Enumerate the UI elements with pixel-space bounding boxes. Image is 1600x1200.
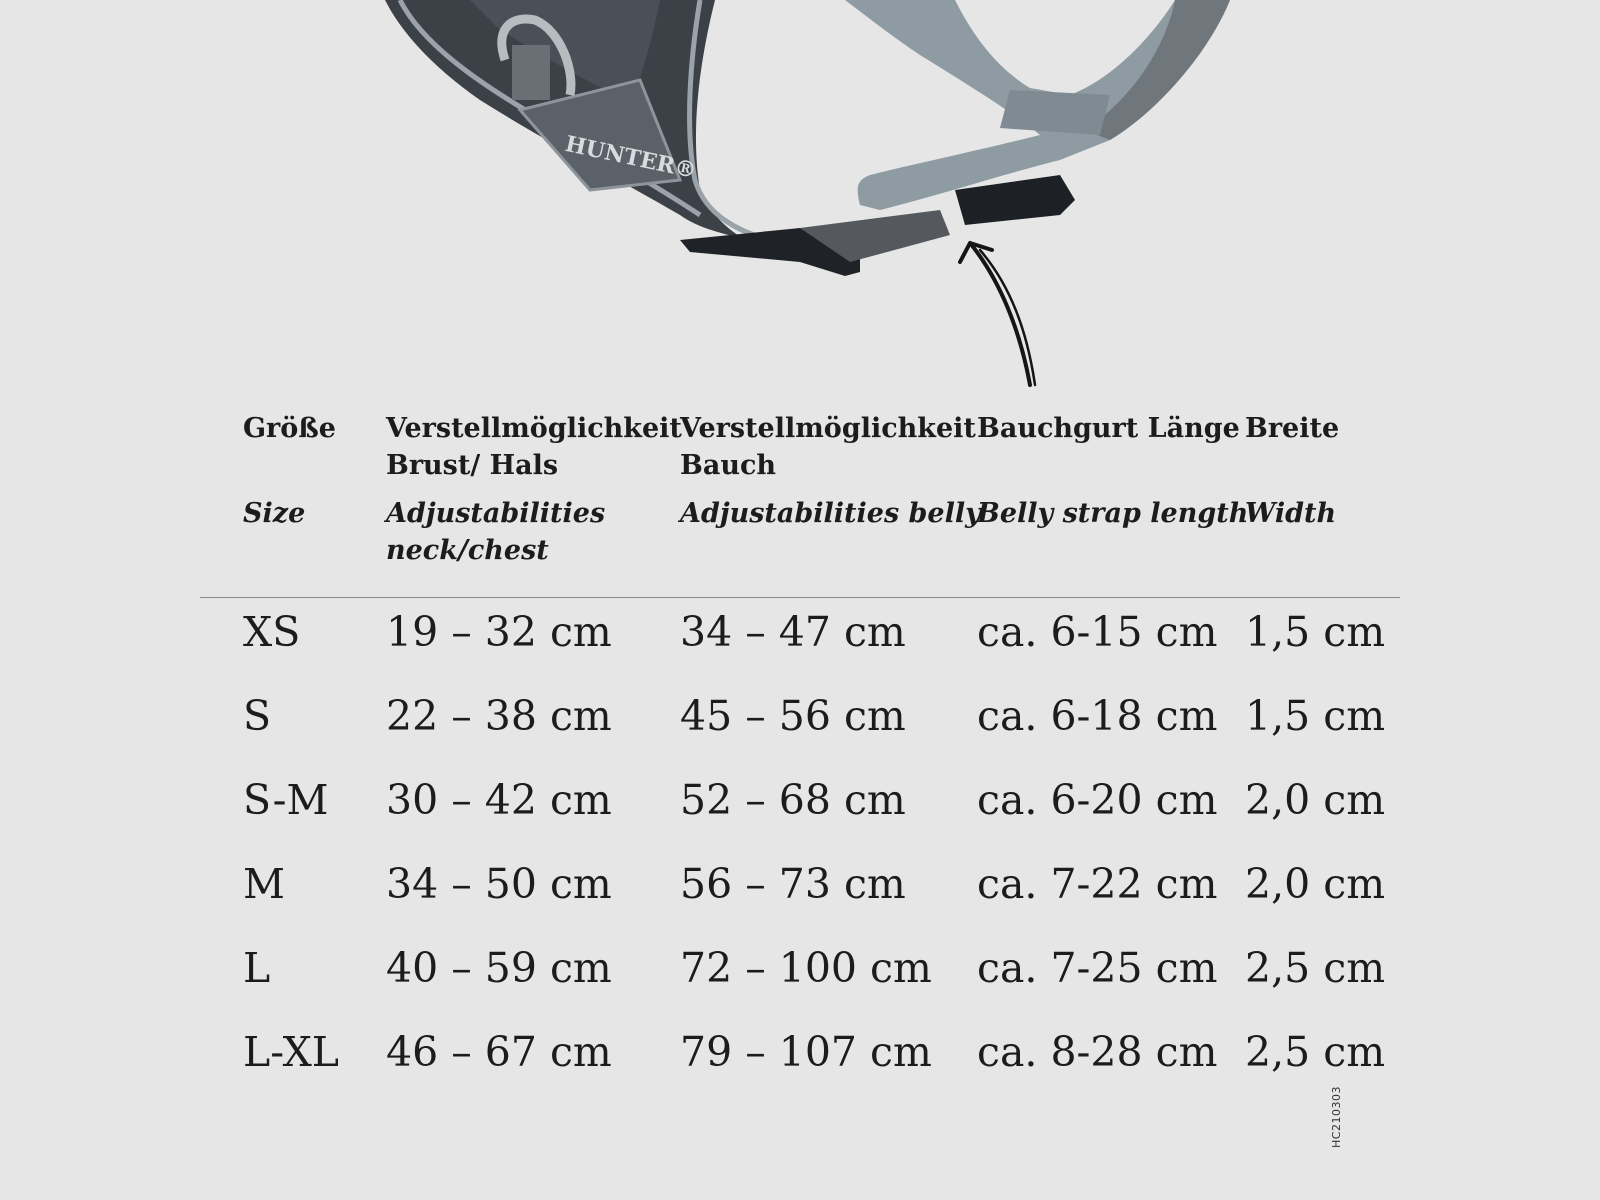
cell-chest-neck: 34 – 50 cm [386, 860, 612, 908]
cell-size: XS [243, 608, 301, 656]
cell-size: L [243, 944, 271, 992]
cell-belly: 45 – 56 cm [680, 692, 906, 740]
header-width-de: Breite [1245, 413, 1340, 444]
cell-size: S [243, 692, 272, 740]
cell-width: 2,0 cm [1245, 776, 1386, 824]
header-strap-length-en: Belly strap length [977, 498, 1249, 529]
cell-chest-neck: 30 – 42 cm [386, 776, 612, 824]
cell-chest-neck: 22 – 38 cm [386, 692, 612, 740]
cell-size: L-XL [243, 1028, 340, 1076]
cell-strap-length: ca. 6-20 cm [977, 776, 1218, 824]
cell-width: 2,5 cm [1245, 944, 1386, 992]
header-divider [200, 597, 1400, 598]
header-strap-length-de: Bauchgurt Länge [977, 413, 1240, 444]
table-row [0, 602, 1600, 662]
cell-width: 1,5 cm [1245, 608, 1386, 656]
cell-size: M [243, 860, 285, 908]
cell-strap-length: ca. 8-28 cm [977, 1028, 1218, 1076]
table-row [0, 854, 1600, 914]
cell-belly: 79 – 107 cm [680, 1028, 932, 1076]
header-belly-de: Verstellmöglichkeit Bauch [680, 413, 976, 481]
header-size-de: Größe [243, 413, 336, 444]
header-chest-de: Verstellmöglichkeit Brust/ Hals [386, 413, 682, 481]
header-chest-en: Adjustabilities neck/chest [386, 498, 606, 566]
cell-width: 2,5 cm [1245, 1028, 1386, 1076]
table-row [0, 686, 1600, 746]
harness-logo-text: HUNTER® [562, 130, 699, 185]
arrow-icon [960, 243, 1030, 385]
cell-strap-length: ca. 7-25 cm [977, 944, 1218, 992]
harness-product-photo [0, 0, 1600, 400]
cell-strap-length: ca. 6-15 cm [977, 608, 1218, 656]
cell-belly: 34 – 47 cm [680, 608, 906, 656]
cell-belly: 52 – 68 cm [680, 776, 906, 824]
product-code: HC210303 [1330, 1086, 1343, 1148]
cell-belly: 56 – 73 cm [680, 860, 906, 908]
cell-strap-length: ca. 7-22 cm [977, 860, 1218, 908]
table-row [0, 1022, 1600, 1082]
cell-size: S-M [243, 776, 329, 824]
cell-width: 2,0 cm [1245, 860, 1386, 908]
header-row-german [0, 410, 1600, 490]
header-row-english [0, 495, 1600, 575]
cell-belly: 72 – 100 cm [680, 944, 932, 992]
header-belly-en: Adjustabilities belly [680, 498, 981, 529]
cell-strap-length: ca. 6-18 cm [977, 692, 1218, 740]
header-size-en: Size [243, 498, 306, 529]
table-row [0, 938, 1600, 998]
cell-chest-neck: 19 – 32 cm [386, 608, 612, 656]
cell-chest-neck: 40 – 59 cm [386, 944, 612, 992]
header-width-en: Width [1245, 498, 1337, 529]
cell-width: 1,5 cm [1245, 692, 1386, 740]
cell-chest-neck: 46 – 67 cm [386, 1028, 612, 1076]
table-row [0, 770, 1600, 830]
